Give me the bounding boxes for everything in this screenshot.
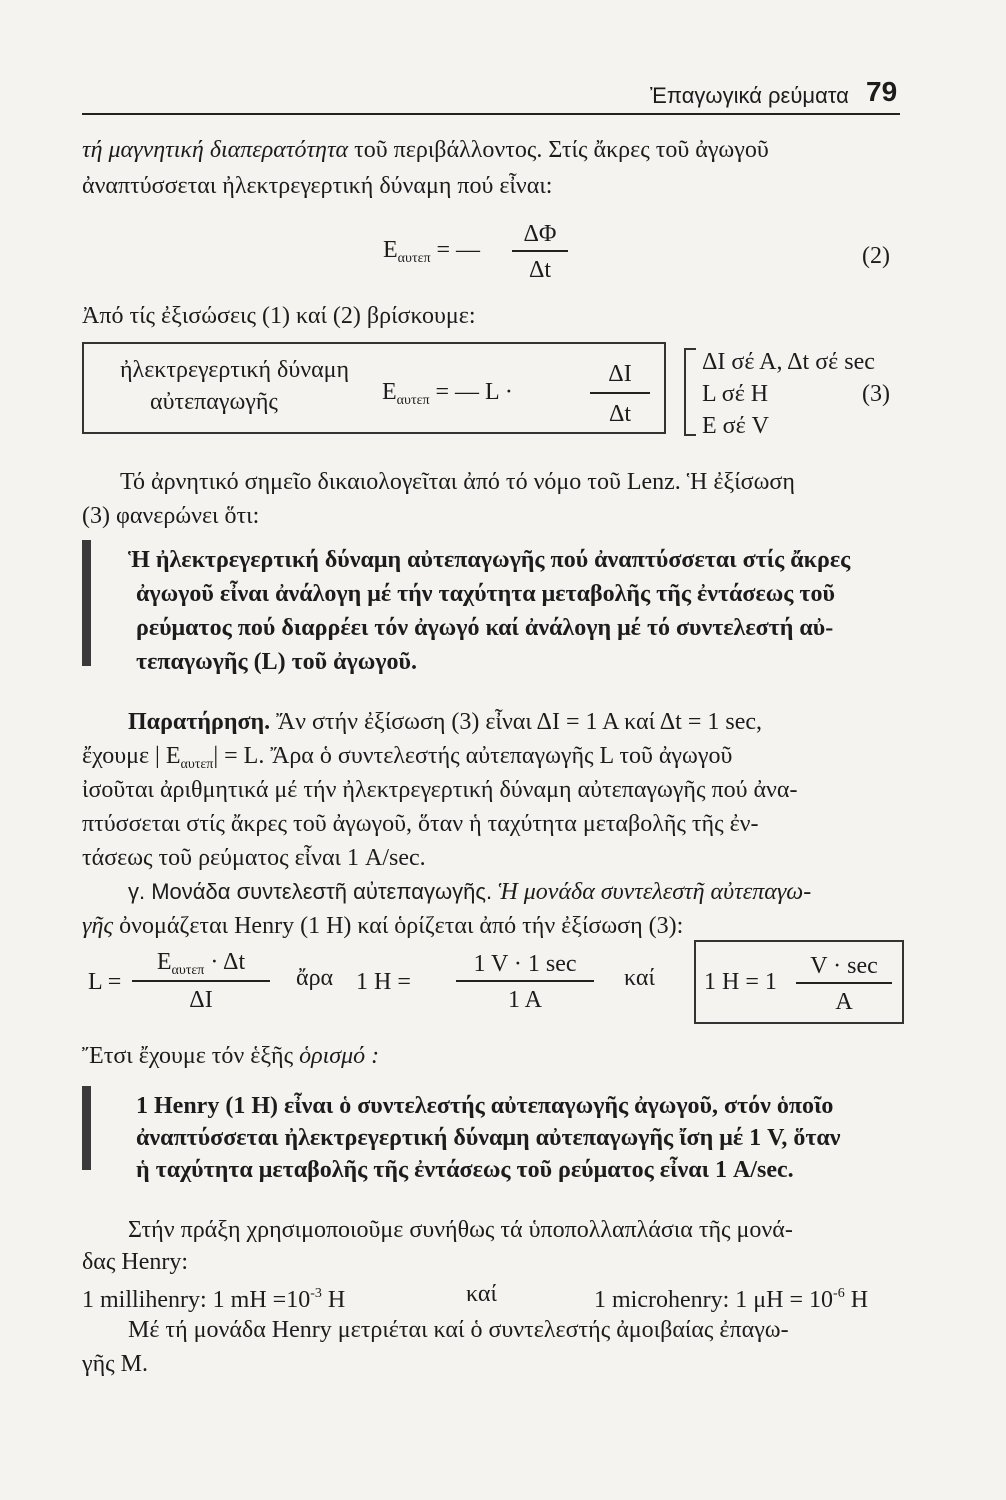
henry-h-bar [456, 980, 594, 982]
eq3-units-2: L σέ H [702, 381, 769, 407]
henry-h-lhs: 1 H = [356, 969, 411, 995]
henry-l-denominator: ΔΙ [189, 987, 213, 1013]
henry-l-dt: · Δt [210, 949, 246, 975]
intro-line-2: ἀναπτύσσεται ἠλεκτρεγερτική δύναμη πού εἶναι: [82, 173, 553, 199]
units-brace [684, 348, 696, 436]
henry-l-lhs: L = [88, 969, 122, 995]
remark-line-2-rest: | = L. Ἄρα ὁ συντελεστής αὐτεπαγωγῆς L τοῦ ἀγωγοῦ [213, 743, 733, 769]
practice-line-1: Στήν πράξη χρησιμοποιοῦμε συνήθως τά ὑποπολλαπλάσια τῆς μονά- [128, 1217, 793, 1243]
eq2-fraction-bar [512, 250, 568, 252]
eq3-e-sub: αυτεπ [396, 393, 430, 408]
definition-intro-text: Ἔτσι ἔχουμε τόν ἑξῆς [82, 1043, 294, 1069]
unit-italic-2: γῆς [82, 913, 114, 939]
eq2-lhs [383, 234, 480, 275]
intro-rest: τοῦ περιβάλλοντος. Στίς ἄκρες τοῦ ἀγωγοῦ [354, 137, 769, 163]
definition-intro [82, 1040, 379, 1072]
remark-line-1 [128, 706, 762, 738]
millihenry-text: 1 millihenry: 1 mH =10 [82, 1287, 311, 1313]
law-line-4: τεπαγωγῆς (L) τοῦ ἀγωγοῦ. [136, 649, 417, 675]
eq3-label: (3) [862, 381, 890, 407]
unit-line-1 [128, 876, 811, 908]
remark-title: Παρατήρηση. [128, 709, 271, 735]
page-number: 79 [866, 76, 898, 107]
henry-box-numerator: V · sec [810, 953, 878, 979]
eq3-e: E [382, 379, 397, 405]
unit-italic-1: Ἡ μονάδα συντελεστῆ αὐτεπαγω- [498, 879, 812, 905]
from-equations: Ἀπό τίς ἐξισώσεις (1) καί (2) βρίσκουμε: [82, 303, 476, 329]
remark-e: ἔχουμε | E [82, 743, 181, 769]
microhenry-exp: -6 [833, 1286, 845, 1301]
eq3-units-3: E σέ V [702, 413, 770, 439]
eq3-numerator: ΔΙ [608, 361, 632, 387]
eq2-numerator: ΔΦ [523, 221, 557, 247]
intro-line-1 [82, 134, 769, 166]
law-sidebar [82, 540, 91, 666]
remark-line-5: τάσεως τοῦ ρεύματος εἶναι 1 A/sec. [82, 845, 426, 871]
eq3-fraction-bar [590, 392, 650, 394]
practice-line-2: δας Henry: [82, 1249, 189, 1275]
law-line-3: ρεύματος πού διαρρέει τόν ἀγωγό καί ἀνάλογη μέ τό συντελεστή αὐ- [136, 615, 834, 641]
remark-line-1-rest: Ἄν στήν ἐξίσωση (3) εἶναι ΔΙ = 1 Α καί Δt = 1 sec, [276, 709, 763, 735]
eq3-lhs [382, 376, 513, 417]
eq3-box-line-1: ἠλεκτρεγερτική δύναμη [120, 357, 350, 383]
header-rule [82, 113, 900, 115]
definition-sidebar [82, 1086, 91, 1170]
mutual-line-1: Μέ τή μονάδα Henry μετριέται καί ὁ συντελεστής ἀμοιβαίας ἐπαγω- [128, 1317, 789, 1343]
eq3-mid: = — L · [435, 379, 513, 405]
henry-l-e-sub: αυτεπ [171, 963, 205, 978]
eq3-units-1: ΔΙ σέ Α, Δt σέ sec [702, 349, 875, 375]
lenz-line-1: Τό ἀρνητικό σημεῖο δικαιολογεῖται ἀπό τό νόμο τοῦ Lenz. Ἡ ἐξίσωση [120, 469, 795, 495]
henry-ara: ἄρα [296, 965, 334, 991]
henry-h-numerator: 1 V · 1 sec [473, 951, 577, 977]
definition-line-1: 1 Henry (1 H) εἶναι ὁ συντελεστής αὐτεπαγωγῆς ἀγωγοῦ, στόν ὁποῖο [136, 1093, 834, 1119]
law-line-1: Ἡ ἠλεκτρεγερτική δύναμη αὐτεπαγωγῆς πού ἀναπτύσσεται στίς ἄκρες [128, 547, 851, 573]
practice-kai: καί [466, 1281, 497, 1307]
unit-line-2 [82, 910, 683, 942]
microhenry-text: 1 microhenry: 1 μH = 10 [594, 1287, 834, 1313]
henry-box-denominator: A [835, 989, 853, 1015]
millihenry [82, 1278, 345, 1316]
mutual-line-2: γῆς M. [82, 1351, 148, 1377]
definition-line-3: ἡ ταχύτητα μεταβολῆς τῆς ἐντάσεως τοῦ ρεύματος εἶναι 1 A/sec. [136, 1157, 794, 1183]
microhenry [594, 1278, 868, 1316]
remark-line-3: ἰσοῦται ἀριθμητικά μέ τήν ἠλεκτρεγερτική δύναμη αὐτεπαγωγῆς πού ἀνα- [82, 777, 798, 803]
eq2-equals: = — [436, 237, 481, 263]
eq2-e-sub: αυτεπ [397, 251, 431, 266]
henry-box-lhs: 1 H = 1 [704, 969, 777, 995]
lenz-line-2: (3) φανερώνει ὅτι: [82, 503, 260, 529]
eq3-box-line-2: αὐτεπαγωγῆς [150, 389, 278, 415]
millihenry-unit: H [321, 1287, 346, 1313]
intro-italic: τή μαγνητική διαπερατότητα [82, 137, 349, 163]
unit-heading: γ. Μονάδα συντελεστῆ αὐτεπαγωγῆς. [128, 879, 493, 904]
remark-e-sub: αυτεπ [180, 757, 214, 772]
running-header-title: Ἐπαγωγικά ρεύματα [650, 83, 849, 108]
microhenry-unit: H [844, 1287, 869, 1313]
eq2-denominator: Δt [528, 257, 552, 283]
henry-kai: καί [624, 965, 655, 991]
henry-l-bar [132, 980, 270, 982]
definition-intro-italic: ὁρισμό : [299, 1043, 380, 1069]
eq3-denominator: Δt [608, 401, 632, 427]
unit-line-2-rest: ὀνομάζεται Henry (1 H) καί ὁρίζεται ἀπό τήν ἐξίσωση (3): [119, 913, 684, 939]
henry-box-bar [796, 982, 892, 984]
millihenry-exp: -3 [310, 1286, 322, 1301]
remark-line-4: πτύσσεται στίς ἄκρες τοῦ ἀγωγοῦ, ὅταν ἡ ταχύτητα μεταβολῆς τῆς ἐν- [82, 811, 759, 837]
definition-line-2: ἀναπτύσσεται ἠλεκτρεγερτική δύναμη αὐτεπαγωγῆς ἴση μέ 1 V, ὅταν [136, 1125, 841, 1151]
law-line-2: ἀγωγοῦ εἶναι ἀνάλογη μέ τήν ταχύτητα μεταβολῆς τῆς ἐντάσεως τοῦ [136, 581, 835, 607]
henry-h-denominator: 1 A [507, 987, 542, 1013]
eq2-label: (2) [862, 243, 890, 269]
henry-l-e: E [156, 949, 172, 975]
eq2-e: E [383, 237, 398, 263]
